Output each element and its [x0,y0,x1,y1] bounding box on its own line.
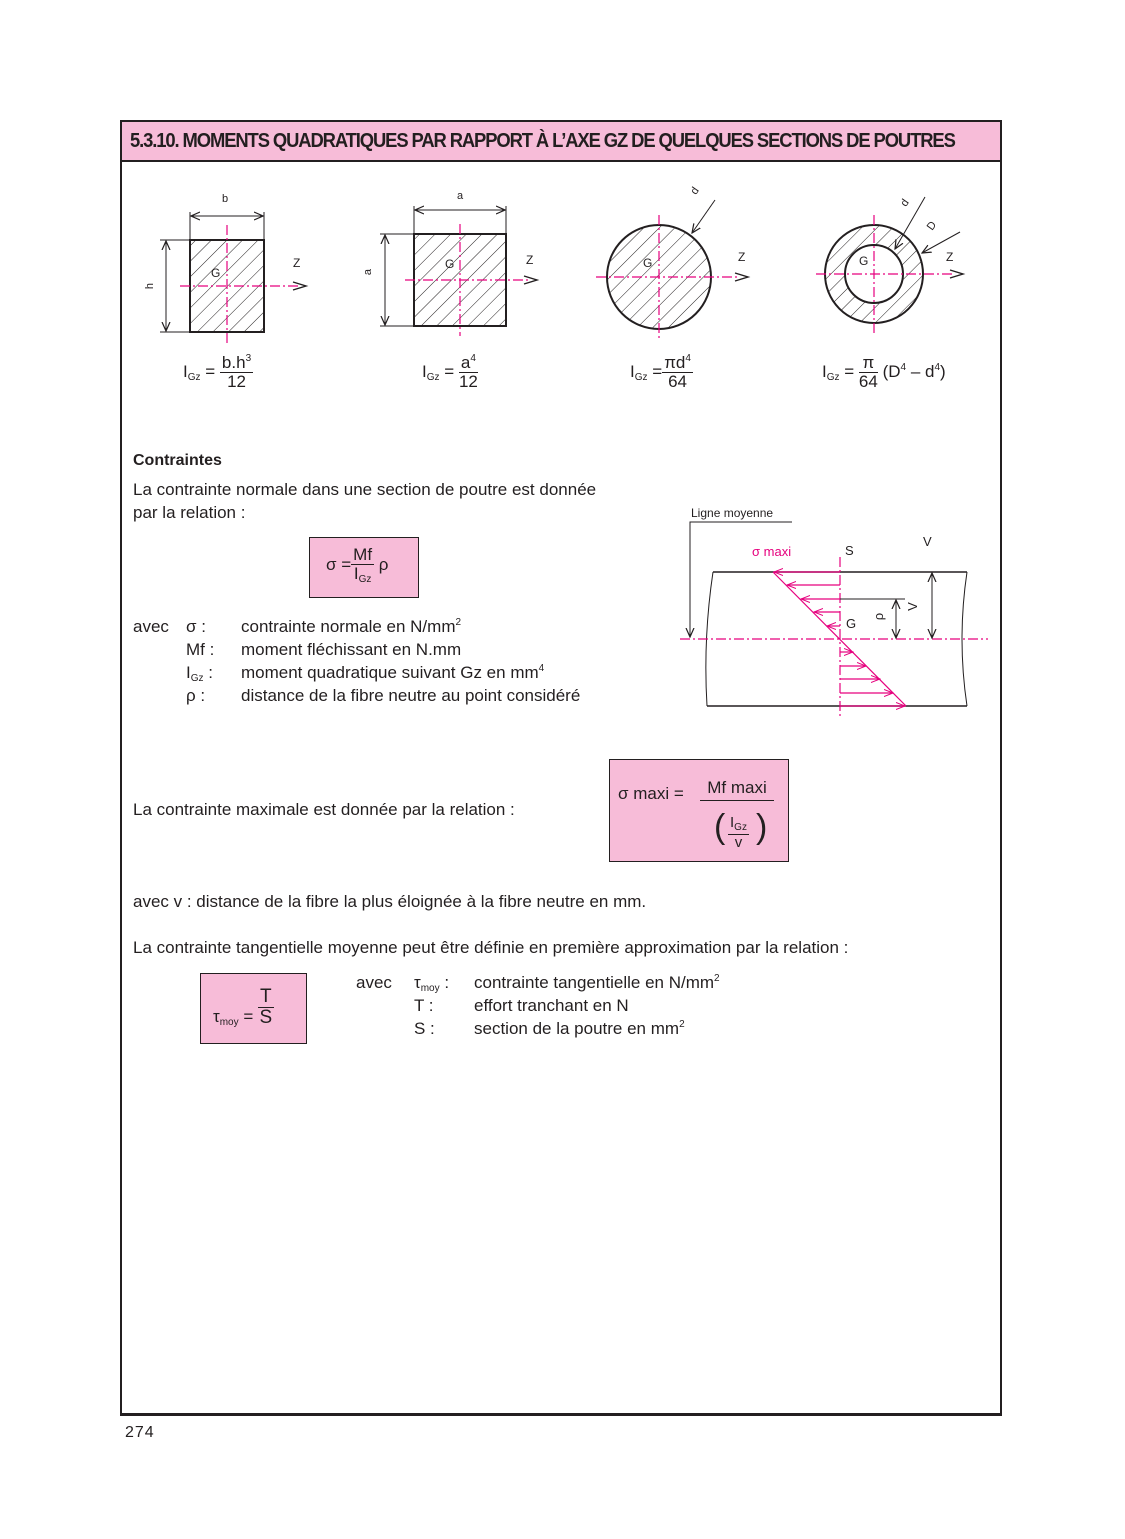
square-section [380,206,537,336]
outer-diameter-leader-arrow [922,232,960,253]
max-stress-text: La contrainte maximale est donnée par la relation : [133,800,515,819]
avec-label: avec [356,973,392,992]
ligne-moyenne-label: Ligne moyenne [691,506,774,520]
dim-label-b: b [222,193,229,205]
z-arrow-icon [524,276,537,284]
formula-circle: $I_{Gz}$ = $\frac{\pi d^4}{64}$ [630,353,691,391]
intro-line-2: par la relation : [133,503,246,522]
rectangle-section [160,212,306,346]
def-text: contrainte normale en $N/mm^2$ [241,617,462,636]
dim-label-a-height: a [362,268,375,276]
v-label: V [904,602,920,611]
g-label: G [846,616,857,631]
max-stress-formula-box: σ maxi = Mf maxi ( $\frac{I_{Gz}}{v}$ ) [609,759,789,862]
dim-label-d-outer: D [924,219,940,233]
intro-line-1: La contrainte normale dans une section de poutre est donnée [133,480,597,499]
axis-label-z: Z [293,256,301,270]
def-symbol: S : [414,1019,435,1038]
def-symbol: σ : [186,617,206,636]
v-definition: avec v : distance de la fibre la plus éloignée à la fibre neutre en mm. [133,892,647,911]
dim-label-a-width: a [457,190,464,202]
v-top-label: V [923,534,932,549]
center-label-g: G [211,266,221,280]
section-title: 5.3.10. MOMENTS QUADRATIQUES PAR RAPPORT À L’AXE GZ DE QUELQUES SECTIONS DE POUTRES [130,130,955,152]
hollow-circle-section [816,197,963,333]
def-text: section de la poutre en $mm^2$ [474,1019,685,1038]
dim-label-d-inner: d [898,197,912,209]
def-symbol: $I_{Gz}$ : [186,663,213,684]
ligne-moyenne-leader [690,522,792,637]
def-text: moment fléchissant en N.mm [241,640,462,659]
normal-stress-formula-box: σ = $\frac{Mf}{I_{Gz}}$ ρ [309,537,419,598]
center-label-g: G [643,256,653,270]
stress-distribution-diagram [670,500,1000,720]
def-symbol: T : [414,996,434,1015]
formula-rectangle: $I_{Gz}$ = $\frac{b.h^3}{12}$ [183,353,252,391]
axis-label-z: Z [526,253,534,267]
avec-label: avec [133,617,169,636]
tension-arrows [840,652,905,706]
def-symbol: Mf : [186,640,215,659]
axis-label-z: Z [946,250,954,264]
circle-section [596,200,748,340]
center-label-g: G [859,254,869,268]
formula-hollow-circle: $I_{Gz}$ = $\frac{\pi}{64}$ $(D^4 - d^4)$ [822,353,946,391]
def-text: moment quadratique suivant Gz en $mm^4$ [241,663,545,682]
def-text: distance de la fibre neutre au point considéré [241,686,581,705]
section-s-label: S [845,543,854,558]
dim-label-h: h [144,282,157,290]
contraintes-heading: Contraintes [133,452,222,469]
dim-label-d: d [688,185,702,197]
sections-figure [0,0,1125,420]
page-number: 274 [125,1424,155,1441]
def-symbol: $\tau_{moy}$ : [414,973,450,994]
def-text: effort tranchant en N [474,996,629,1015]
def-text: contrainte tangentielle en $N/mm^2$ [474,973,720,992]
axis-label-z: Z [738,250,746,264]
sigma-maxi-label: σ maxi [752,544,792,559]
diameter-leader-arrow [692,200,715,233]
tangential-stress-formula-box: $\tau_{moy}$ = $\frac{T}{S}$ [200,973,307,1044]
rho-label: ρ [871,612,887,621]
compression-arrows [774,572,840,626]
center-label-g: G [445,257,455,271]
tangential-stress-text: La contrainte tangentielle moyenne peut être définie en première approximation par la relation : [133,938,849,957]
def-symbol: ρ : [186,686,206,705]
formula-square: $I_{Gz}$ = $\frac{a^4}{12}$ [422,353,478,391]
